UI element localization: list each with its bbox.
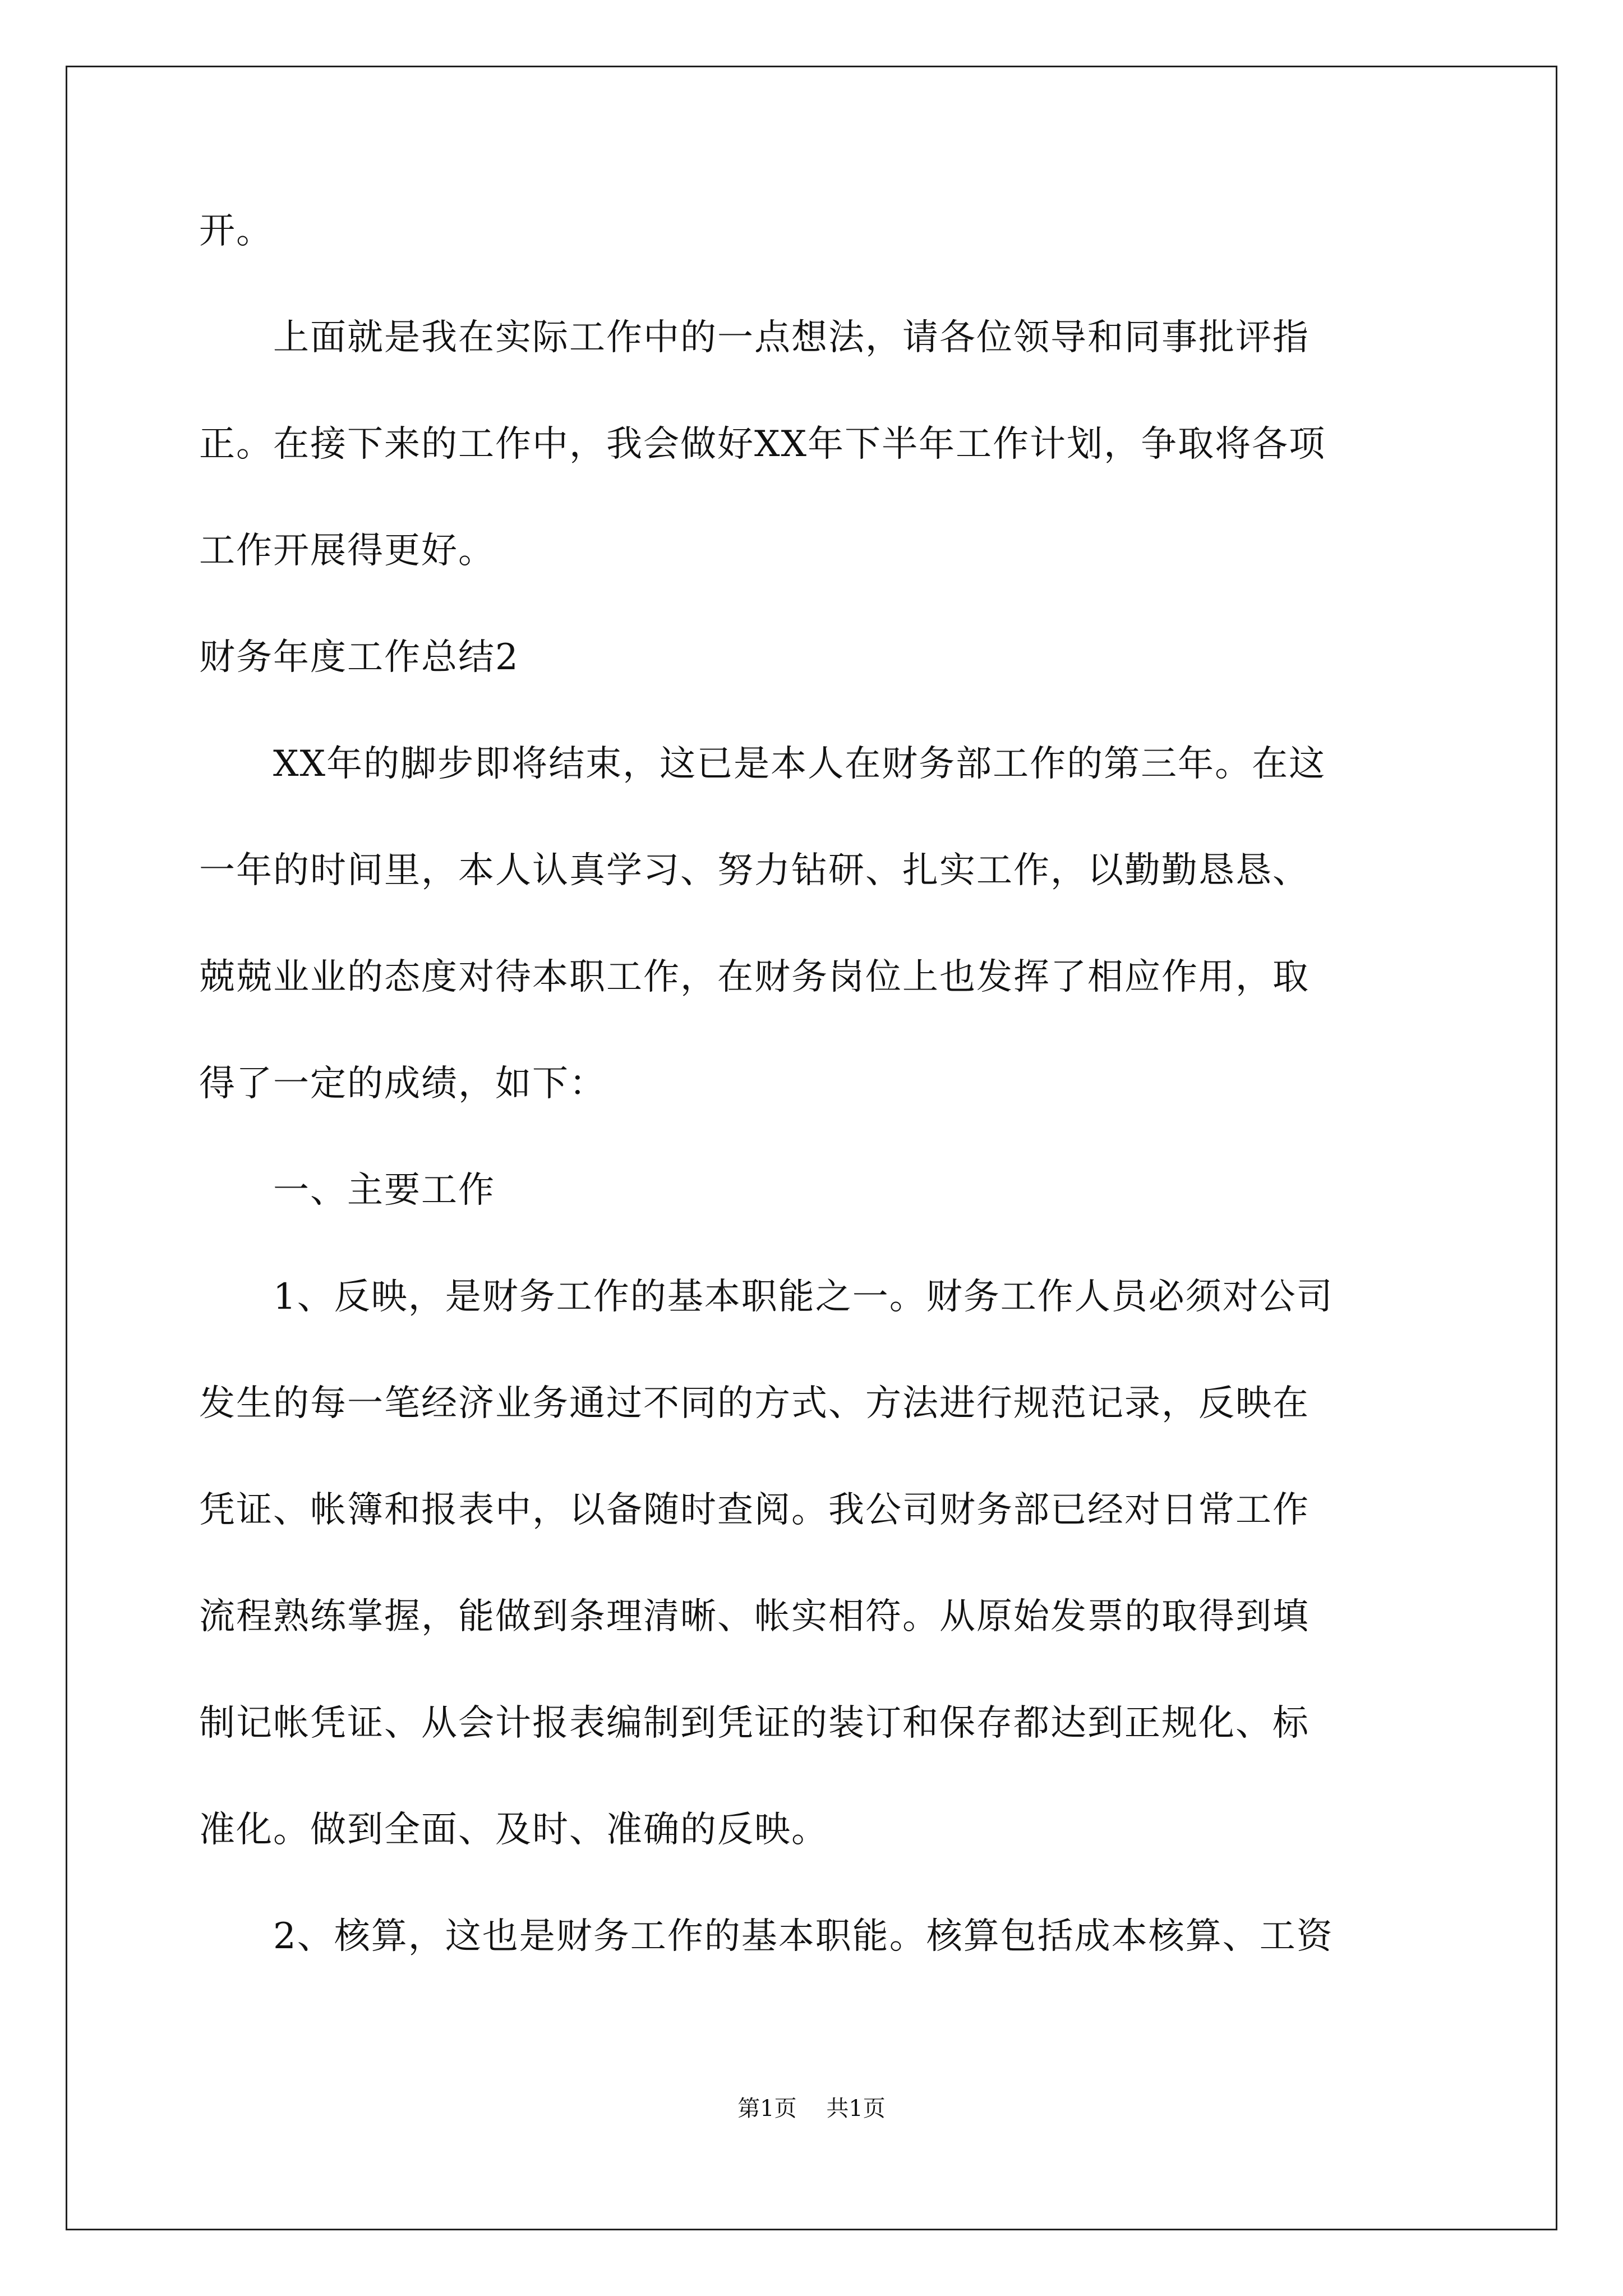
text-line: 兢兢业业的态度对待本职工作，在财务岗位上也发挥了相应作用，取 xyxy=(199,956,1310,998)
subsection-heading: 一、主要工作 xyxy=(199,1170,495,1211)
text-line: 1、反映，是财务工作的基本职能之一。财务工作人员必须对公司 xyxy=(199,1276,1334,1318)
text-line: 开。 xyxy=(199,210,273,252)
text-line: XX年的脚步即将结束，这已是本人在财务部工作的第三年。在这 xyxy=(199,743,1326,785)
section-heading: 财务年度工作总结2 xyxy=(199,637,519,678)
text-line: 得了一定的成绩，如下： xyxy=(199,1063,606,1105)
text-line: 2、核算，这也是财务工作的基本职能。核算包括成本核算、工资 xyxy=(199,1916,1334,1957)
page-number-footer: 第1页 共1页 xyxy=(737,2096,886,2122)
text-line: 一年的时间里，本人认真学习、努力钻研、扎实工作，以勤勤恳恳、 xyxy=(199,850,1310,891)
text-line: 流程熟练掌握，能做到条理清晰、帐实相符。从原始发票的取得到填 xyxy=(199,1596,1310,1637)
text-line: 准化。做到全面、及时、准确的反映。 xyxy=(199,1809,828,1851)
text-line: 上面就是我在实际工作中的一点想法，请各位领导和同事批评指 xyxy=(199,317,1310,358)
text-line: 正。在接下来的工作中，我会做好XX年下半年工作计划，争取将各项 xyxy=(199,424,1326,465)
text-line: 工作开展得更好。 xyxy=(199,530,495,572)
page-border xyxy=(66,66,1557,2230)
text-line: 发生的每一笔经济业务通过不同的方式、方法进行规范记录，反映在 xyxy=(199,1383,1310,1424)
text-line: 制记帐凭证、从会计报表编制到凭证的装订和保存都达到正规化、标 xyxy=(199,1703,1310,1744)
text-line: 凭证、帐簿和报表中，以备随时查阅。我公司财务部已经对日常工作 xyxy=(199,1489,1310,1531)
